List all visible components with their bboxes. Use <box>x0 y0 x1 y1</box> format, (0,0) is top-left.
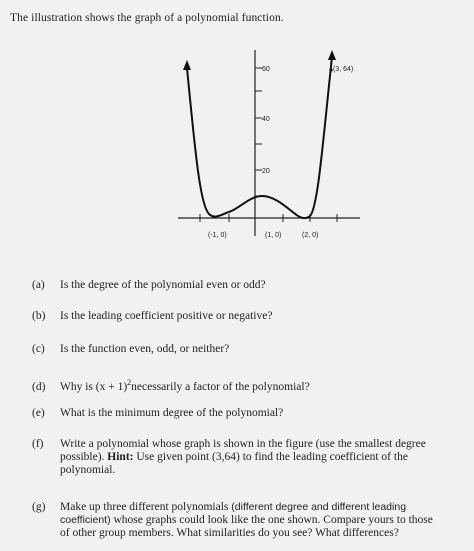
question-label: (b) <box>32 310 46 322</box>
y-tick-label: 40 <box>262 116 270 123</box>
question-b <box>32 310 466 323</box>
question-text-line: of other group members. What similarities do you see? What differences? <box>60 527 399 539</box>
question-label: (d) <box>32 380 46 393</box>
right-arrowhead <box>328 50 336 60</box>
question-text-line: polynomial. <box>60 464 116 476</box>
point-label: (3, 64) <box>333 66 354 73</box>
exponent: 2 <box>127 378 132 387</box>
question-text-line: (different degree and different leading <box>231 501 407 513</box>
x-point-label: (2, 0) <box>302 232 319 239</box>
polynomial-curve <box>187 57 332 218</box>
question-text: What is the minimum degree of the polynomial? <box>60 407 284 419</box>
intro-text: The illustration shows the graph of a polynomial function. <box>10 12 284 24</box>
question-f <box>32 438 466 477</box>
question-label: (g) <box>32 501 46 513</box>
question-text-line: possible). <box>60 451 105 463</box>
left-arrowhead <box>183 60 191 70</box>
question-text-line: coefficient) <box>60 514 111 526</box>
question-text: Is the degree of the polynomial even or odd? <box>60 279 266 291</box>
y-tick-label: 20 <box>262 168 270 175</box>
question-g <box>32 501 466 540</box>
question-text-pre: Why is (x + 1) <box>60 380 128 393</box>
question-text-post: necessarily a factor of the polynomial? <box>131 380 310 393</box>
x-point-label: (-1, 0) <box>208 232 227 239</box>
question-label: (a) <box>32 279 45 291</box>
question-text-line: Make up three different polynomials <box>60 501 229 513</box>
question-label: (e) <box>32 407 45 419</box>
question-e <box>32 407 466 420</box>
hint-label: Hint: <box>107 451 134 463</box>
y-tick-label: 60 <box>262 66 270 73</box>
question-label: (f) <box>32 438 44 450</box>
polynomial-graph <box>0 0 474 240</box>
question-text: Is the function even, odd, or neither? <box>60 343 230 355</box>
question-text-line: Use given point (3,64) to find the leading coefficient of the <box>136 451 408 463</box>
question-label: (c) <box>32 343 45 355</box>
x-point-label: (1, 0) <box>265 232 282 239</box>
question-text-line: whose graphs could look like the one shown. Compare yours to those <box>113 514 433 526</box>
question-text: Is the leading coefficient positive or negative? <box>60 310 273 322</box>
question-text-line: Write a polynomial whose graph is shown in the figure (use the smallest degree <box>60 438 426 450</box>
question-d <box>32 376 466 394</box>
question-a <box>32 279 466 292</box>
question-c <box>32 343 466 356</box>
